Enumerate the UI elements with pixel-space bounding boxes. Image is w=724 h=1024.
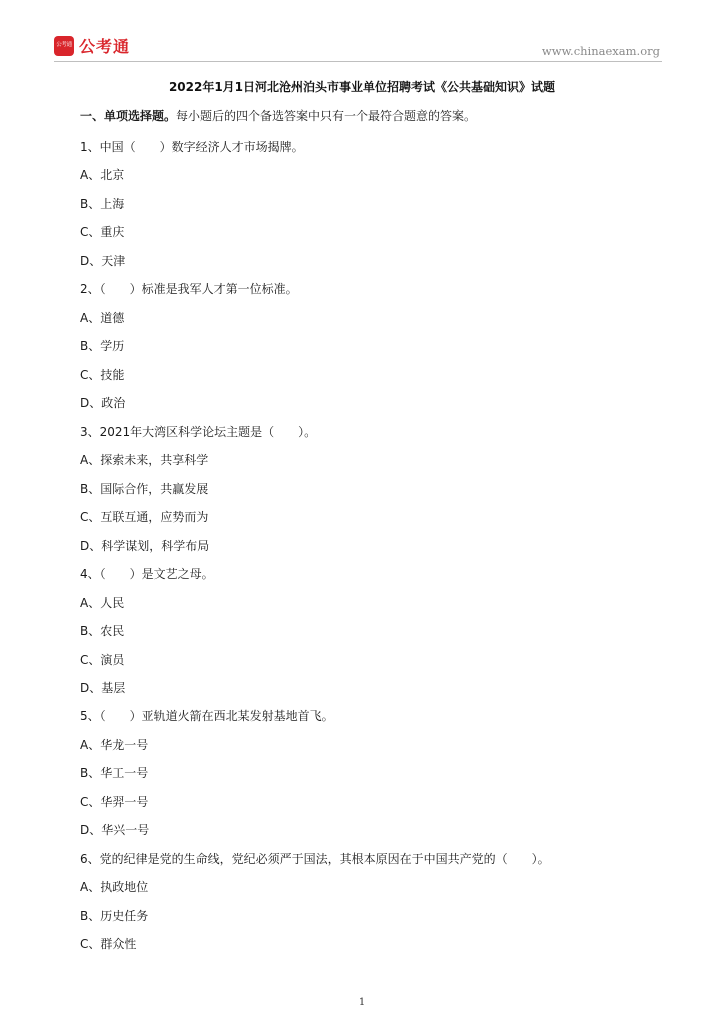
option-line: B、上海 [80, 197, 125, 211]
section-heading-label: 一、单项选择题。 [80, 109, 177, 123]
site-url-link[interactable]: www.chinaexam.org [541, 44, 660, 58]
option-line: D、政治 [80, 396, 126, 410]
option-line: D、科学谋划，科学布局 [80, 539, 210, 553]
option-line: B、学历 [80, 339, 125, 353]
logo-badge-icon: 公考通 [54, 36, 74, 56]
logo-text: 公考通 [79, 37, 131, 56]
question-5: 5、（ ）亚轨道火箭在西北某发射基地首飞。 [80, 709, 334, 723]
option-line: C、演员 [80, 653, 125, 667]
option-line: B、农民 [80, 624, 125, 638]
option-line: C、群众性 [80, 937, 137, 951]
option-line: A、华龙一号 [80, 738, 149, 752]
option-line: B、华工一号 [80, 766, 149, 780]
option-line: D、基层 [80, 681, 126, 695]
section-heading [80, 107, 476, 124]
option-line: A、道德 [80, 311, 125, 325]
option-line: B、历史任务 [80, 909, 149, 923]
question-1: 1、中国（ ）数字经济人才市场揭牌。 [80, 140, 304, 154]
document-title: 2022年1月1日河北沧州泊头市事业单位招聘考试《公共基础知识》试题 [168, 80, 556, 94]
section-heading-instruction: 每小题后的四个备选答案中只有一个最符合题意的答案。 [176, 109, 477, 123]
brand-logo[interactable] [54, 34, 130, 57]
option-line: C、重庆 [80, 225, 125, 239]
page-header [0, 0, 724, 62]
option-line: C、技能 [80, 368, 125, 382]
option-line: D、华兴一号 [80, 823, 150, 837]
header-divider [54, 61, 662, 62]
option-line: C、互联互通，应势而为 [80, 510, 209, 524]
option-line: A、执政地位 [80, 880, 149, 894]
question-2: 2、（ ）标准是我军人才第一位标准。 [80, 282, 298, 296]
option-line: C、华羿一号 [80, 795, 149, 809]
option-line: B、国际合作，共赢发展 [80, 482, 209, 496]
option-line: A、人民 [80, 596, 125, 610]
question-4: 4、（ ）是文艺之母。 [80, 567, 214, 581]
option-line: A、探索未来，共享科学 [80, 453, 209, 467]
question-6: 6、党的纪律是党的生命线，党纪必须严于国法，其根本原因在于中国共产党的（ ）。 [80, 852, 550, 866]
option-line: D、天津 [80, 254, 126, 268]
option-line: A、北京 [80, 168, 125, 182]
page-number: 1 [358, 997, 366, 1008]
question-3: 3、2021年大湾区科学论坛主题是（ ）。 [80, 425, 317, 439]
